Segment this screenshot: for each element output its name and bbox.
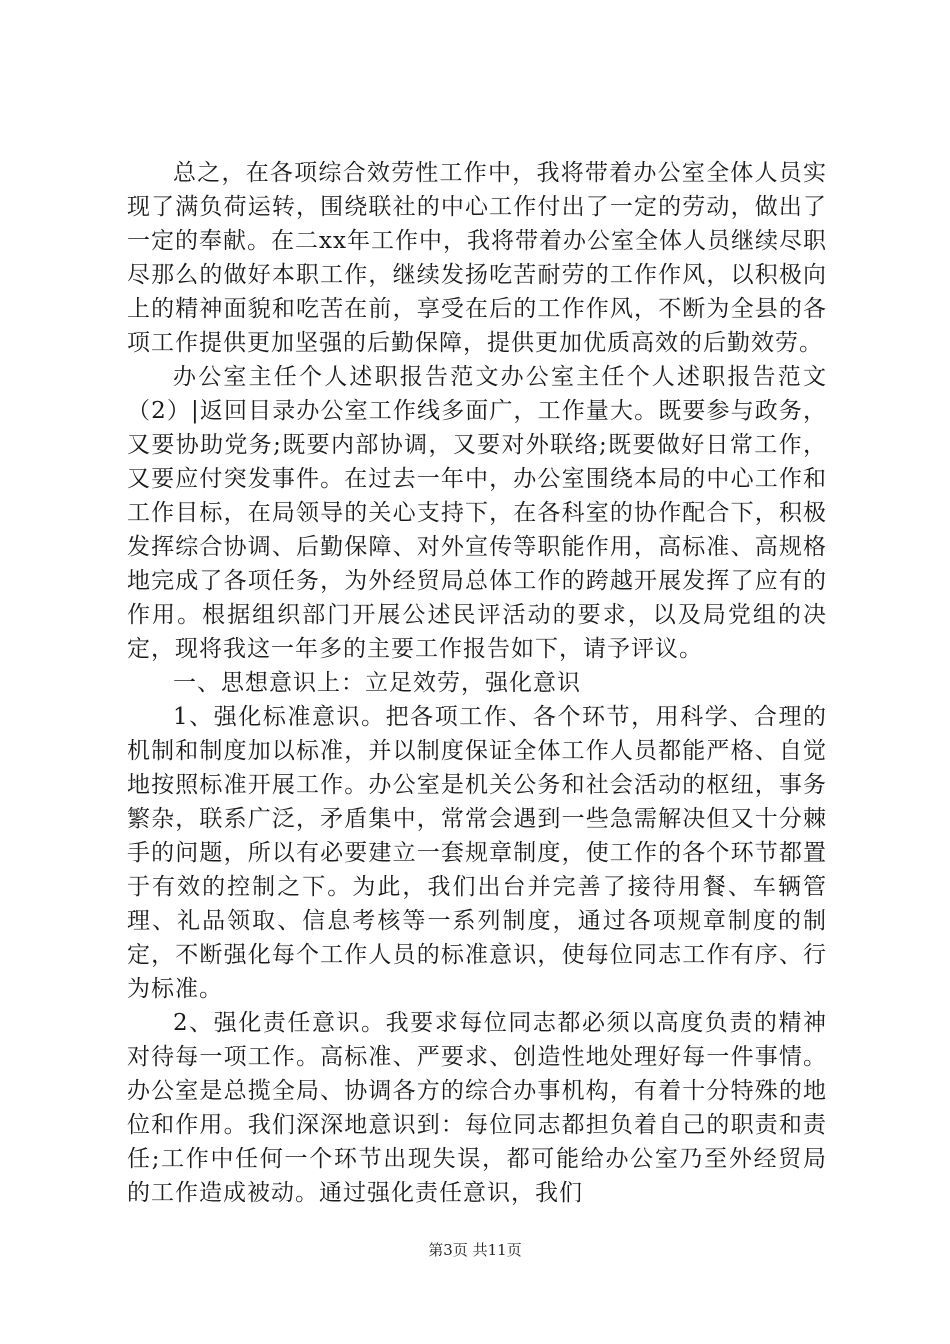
paragraph-report-intro: 办公室主任个人述职报告范文办公室主任个人述职报告范文（2）|返回目录办公室工作线多面广，工作量大。既要参与政务，又要协助党务;既要内部协调，又要对外联络;既要做好日常工作，又要应付突发事件。在过去一年中，办公室围绕本局的中心工作和工作目标，在局领导的关心支持下，在各科室的协作配合下，积极发挥综合协调、后勤保障、对外宣传等职能作用，高标准、高规格地完成了各项任务，为外经贸局总体工作的跨越开展发挥了应有的作用。根据组织部门开展公述民评活动的要求，以及局党组的决定，现将我这一年多的主要工作报告如下，请予评议。 <box>127 364 827 662</box>
document-body <box>127 156 827 1210</box>
paragraph-standard-awareness: 1、强化标准意识。把各项工作、各个环节，用科学、合理的机制和制度加以标准，并以制度保证全体工作人员都能严格、自觉地按照标准开展工作。办公室是机关公务和社会活动的枢纽，事务繁杂，联系广泛，矛盾集中，常常会遇到一些急需解决但又十分棘手的问题，所以有必要建立一套规章制度，使工作的各个环节都置于有效的控制之下。为此，我们出台并完善了接待用餐、车辆管理、礼品领取、信息考核等一系列制度，通过各项规章制度的制定，不断强化每个工作人员的标准意识，使每位同志工作有序、行为标准。 <box>127 704 827 1002</box>
paragraph-responsibility-awareness: 2、强化责任意识。我要求每位同志都必须以高度负责的精神对待每一项工作。高标准、严要求、创造性地处理好每一件事情。办公室是总揽全局、协调各方的综合办事机构，有着十分特殊的地位和作用。我们深深地意识到：每位同志都担负着自己的职责和责任;工作中任何一个环节出现失误，都可能给办公室乃至外经贸局的工作造成被动。通过强化责任意识，我们 <box>127 1010 827 1206</box>
section-heading-thinking: 一、思想意识上：立足效劳，强化意识 <box>173 670 581 696</box>
paragraph-summary: 总之，在各项综合效劳性工作中，我将带着办公室全体人员实现了满负荷运转，围绕联社的中心工作付出了一定的劳动，做出了一定的奉献。在二xx年工作中，我将带着办公室全体人员继续尽职尽那么的做好本职工作，继续发扬吃苦耐劳的工作作风，以积极向上的精神面貌和吃苦在前，享受在后的工作作风，不断为全县的各项工作提供更加坚强的后勤保障，提供更加优质高效的后勤效劳。 <box>127 160 827 356</box>
page-footer: 第3页 共11页 <box>428 1241 522 1259</box>
